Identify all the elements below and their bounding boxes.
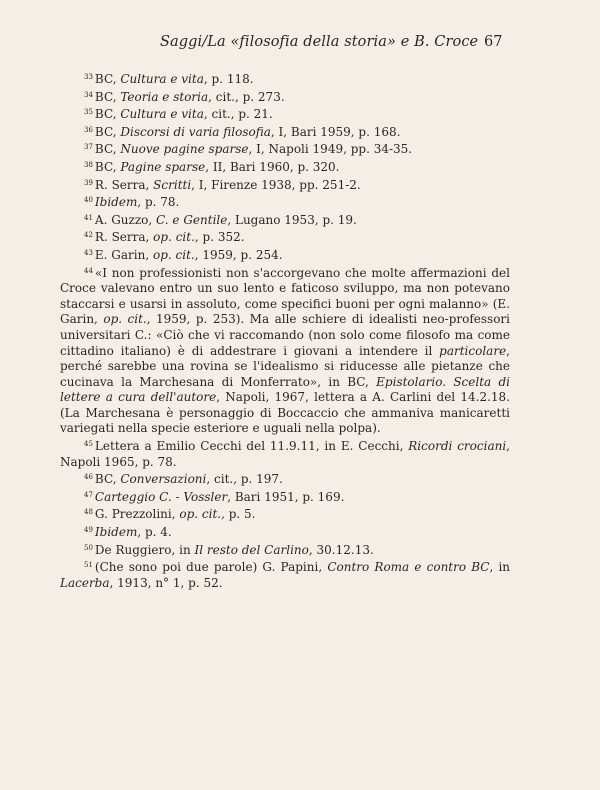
footnote-author: BC, — [94, 142, 121, 157]
footnote-title: Scritti — [153, 177, 192, 192]
footnote-title: Conversazioni — [120, 472, 207, 487]
footnote-author: BC, — [94, 159, 121, 174]
footnote-author: R. Serra, — [94, 177, 154, 192]
footnote-40 — [60, 193, 510, 211]
footnote-number: 46 — [84, 473, 93, 482]
footnote-47 — [60, 488, 510, 506]
footnote-italic: Lacerba — [60, 575, 110, 590]
footnote-reference: , p. 78. — [137, 195, 180, 210]
footnote-title: Cultura e vita — [120, 107, 204, 122]
footnote-title: C. e Gentile — [156, 212, 228, 227]
footnote-number: 45 — [84, 440, 93, 449]
footnote-author: BC, — [94, 107, 121, 122]
footnote-reference: , p. 4. — [137, 525, 172, 540]
footnote-reference: , I, Bari 1959, p. 168. — [270, 124, 401, 139]
footnote-36 — [60, 123, 510, 141]
footnote-number: 49 — [84, 526, 93, 535]
footnote-number: 37 — [84, 143, 93, 152]
footnote-number: 34 — [84, 90, 93, 99]
footnote-list-a — [60, 70, 510, 264]
footnote-title: Cultura e vita — [120, 72, 204, 86]
footnote-reference: , cit., p. 197. — [206, 472, 283, 487]
footnote-reference: , I, Napoli 1949, pp. 34-35. — [248, 142, 413, 157]
footnote-author: BC, — [94, 472, 121, 487]
footnote-33 — [60, 70, 510, 88]
footnote-italic: op. cit. — [103, 312, 147, 327]
footnote-reference: , Lugano 1953, p. 19. — [227, 212, 357, 227]
footnote-44 — [60, 264, 510, 438]
footnote-author: R. Serra, — [94, 230, 154, 245]
footnote-reference: , Bari 1951, p. 169. — [227, 489, 345, 504]
footnote-49 — [60, 523, 510, 541]
footnote-list-b — [60, 470, 510, 558]
footnote-50 — [60, 541, 510, 559]
footnote-text: , perché sarebbe una rovina se l'idealismo si riducesse alle pietanze che cucinava la Marchesana di Monferrato», in BC, — [60, 343, 510, 389]
footnote-number: 33 — [84, 73, 93, 81]
footnote-text: (Che sono poi due parole) G. Papini, — [94, 560, 328, 575]
footnote-title: Il resto del Carlino — [194, 542, 309, 557]
footnote-reference: , II, Bari 1960, p. 320. — [205, 159, 340, 174]
footnotes — [60, 70, 510, 591]
footnote-text: , Napoli, 1967, lettera a A. Carlini del 14.2.18. (La Marchesana è personaggio di Boccaccio che ammaniva manicaretti variegati nella specie esteriore e uguali nella polpa). — [60, 390, 510, 436]
footnote-45 — [60, 437, 510, 470]
footnote-46 — [60, 470, 510, 488]
footnote-42 — [60, 228, 510, 246]
footnote-number: 39 — [84, 178, 93, 187]
footnote-39 — [60, 176, 510, 194]
footnote-italic: particolare — [439, 343, 507, 358]
footnote-number: 48 — [84, 508, 93, 517]
footnote-text: , 1913, n° 1, p. 52. — [109, 575, 223, 590]
footnote-title: op. cit. — [152, 247, 195, 262]
footnote-number: 51 — [84, 561, 93, 570]
footnote-author: A. Guzzo, — [94, 212, 157, 227]
footnote-author: BC, — [94, 89, 121, 104]
footnote-reference: , 1959, p. 254. — [194, 247, 283, 262]
footnote-number: 36 — [84, 125, 93, 134]
footnote-title: op. cit. — [153, 230, 195, 245]
footnote-37 — [60, 140, 510, 158]
footnote-title: Carteggio C. - Vossler — [94, 489, 228, 504]
footnote-number: 43 — [84, 248, 93, 257]
footnote-text: «I non professionisti non s'accorgevano che molte affermazioni del Croce valevano entro un suo lento e faticoso sviluppo, ma non potevano staccarsi e usarsi in assoluto, come specifici buoni per ogni malanno» (E. Garin, — [60, 265, 510, 327]
page-header — [0, 34, 600, 54]
footnote-35 — [60, 105, 510, 123]
footnote-text: , Napoli 1965, p. 78. — [60, 439, 510, 469]
footnote-reference: , 30.12.13. — [308, 542, 374, 557]
footnote-48 — [60, 505, 510, 523]
footnote-italic: Contro Roma e contro BC — [327, 560, 490, 575]
footnote-number: 35 — [84, 108, 93, 117]
page-number: 67 — [484, 34, 503, 50]
footnote-author: E. Garin, — [94, 247, 153, 262]
footnote-text: , 1959, p. 253). Ma alle schiere di idealisti neo-professori universitari C.: «Ciò che vi raccomando (non solo come filosofo ma come cittadino italiano) è di addestrare i giovani a intendere il — [60, 312, 511, 358]
footnote-author: G. Prezzolini, — [94, 507, 180, 522]
footnote-34 — [60, 88, 510, 106]
footnote-41 — [60, 211, 510, 229]
footnote-number: 38 — [84, 160, 93, 169]
footnote-reference: , p. 118. — [203, 72, 254, 86]
footnote-reference: , cit., p. 21. — [203, 107, 273, 122]
footnote-title: Ibidem — [94, 525, 138, 540]
footnote-reference: , p. 5. — [221, 507, 256, 522]
footnote-italic: Epistolario. Scelta di lettere a cura dell'autore — [60, 374, 510, 405]
footnote-38 — [60, 158, 510, 176]
footnote-author: De Ruggiero, in — [94, 542, 195, 557]
footnote-text: Lettera a Emilio Cecchi del 11.9.11, in E. Cecchi, — [94, 439, 409, 454]
footnote-author: BC, — [94, 124, 121, 139]
footnote-number: 41 — [84, 213, 93, 222]
footnote-reference: , p. 352. — [194, 230, 245, 245]
footnote-reference: , I, Firenze 1938, pp. 251-2. — [191, 177, 361, 192]
footnote-reference: , cit., p. 273. — [208, 89, 285, 104]
footnote-51 — [60, 558, 510, 591]
footnote-title: Discorsi di varia filosofia — [120, 124, 271, 139]
footnote-italic: Ricordi crociani — [408, 439, 507, 454]
footnote-title: Pagine sparse — [120, 159, 206, 174]
footnote-number: 50 — [84, 543, 93, 552]
footnote-title: Nuove pagine sparse — [120, 142, 249, 157]
footnote-title: Ibidem — [94, 195, 138, 210]
footnote-number: 44 — [84, 266, 93, 275]
running-title: Saggi/La «filosofia della storia» e B. Croce — [160, 34, 479, 50]
footnote-43 — [60, 246, 510, 264]
footnote-title: op. cit. — [179, 507, 222, 522]
footnote-number: 47 — [84, 490, 93, 499]
footnote-number: 42 — [84, 231, 93, 240]
footnote-author: BC, — [94, 72, 121, 86]
footnote-number: 40 — [84, 196, 93, 205]
footnote-title: Teoria e storia — [120, 89, 209, 104]
footnote-text: , in — [489, 560, 511, 575]
